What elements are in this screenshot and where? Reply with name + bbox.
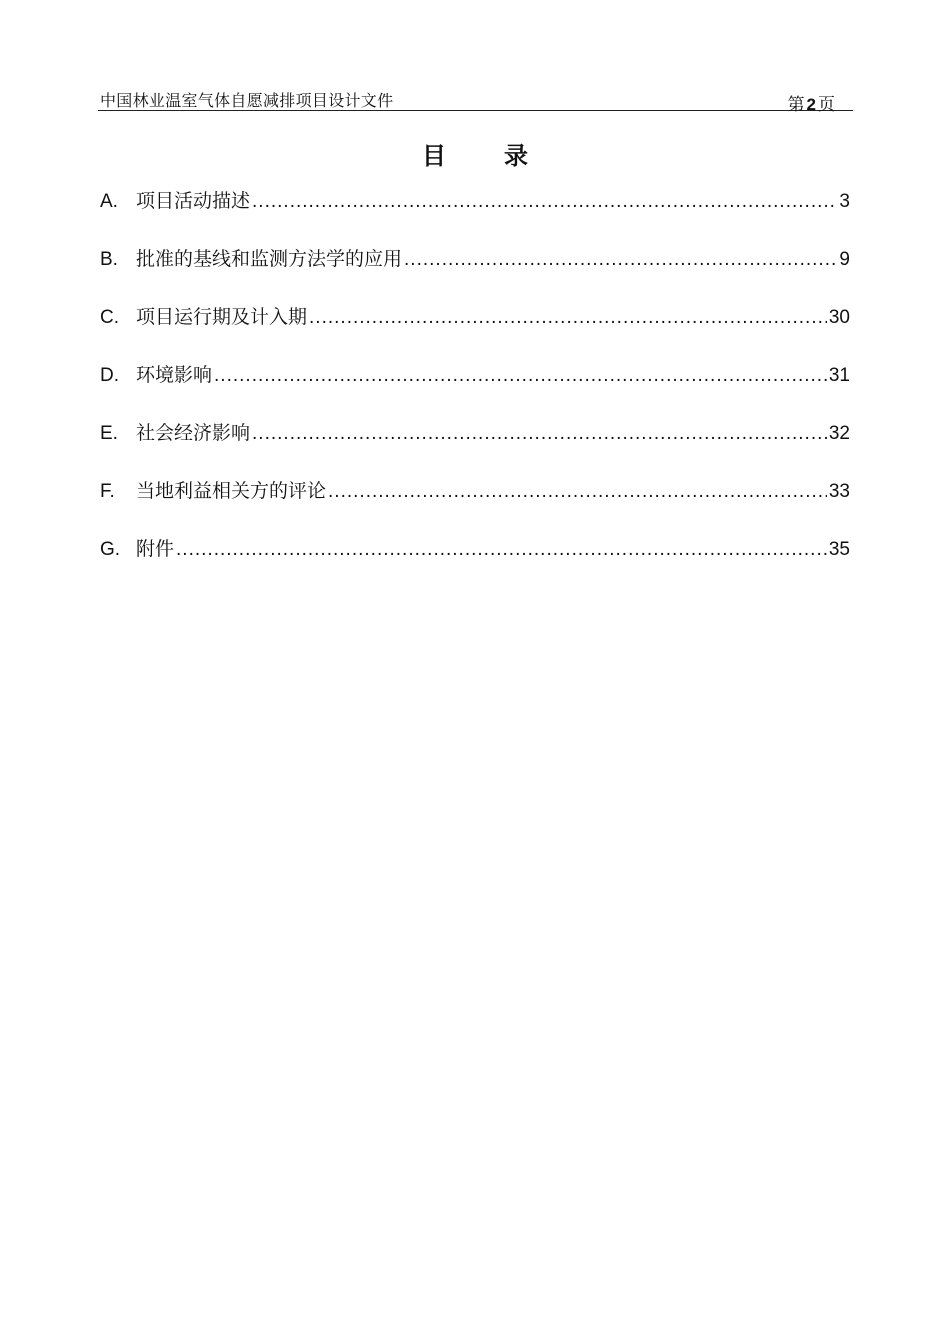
toc-leader-dots — [214, 365, 827, 387]
toc-entry-g[interactable] — [100, 534, 850, 592]
page-number: 2 — [806, 95, 816, 114]
toc-leader-dots — [252, 191, 837, 213]
toc-entry-page: 9 — [839, 249, 850, 270]
toc-entry-letter: F. — [100, 481, 115, 502]
toc-entry-c[interactable] — [100, 302, 850, 360]
toc-entry-letter: E. — [100, 423, 118, 444]
toc-entry-page: 33 — [828, 481, 850, 502]
toc-leader-dots — [404, 249, 837, 271]
page-suffix: 页 — [818, 95, 835, 115]
toc-entry-e[interactable] — [100, 418, 850, 476]
toc-entry-title: 项目活动描述 — [136, 190, 251, 212]
toc-entry-page: 35 — [828, 539, 850, 560]
page-header — [98, 86, 853, 115]
toc-leader-dots — [309, 307, 827, 329]
toc-entry-letter: A. — [100, 191, 118, 212]
toc-entry-letter: B. — [100, 249, 118, 270]
toc-entry-letter: D. — [100, 365, 119, 386]
toc-heading-right: 录 — [504, 142, 528, 170]
page-prefix: 第 — [787, 95, 805, 115]
toc-entry-page: 30 — [828, 307, 850, 328]
toc-entry-title: 社会经济影响 — [136, 422, 251, 444]
toc-entry-title: 批准的基线和监测方法学的应用 — [136, 248, 403, 270]
toc-heading — [0, 136, 950, 171]
toc-entry-d[interactable] — [100, 360, 850, 418]
toc-leader-dots — [328, 481, 827, 503]
toc-entry-title: 当地利益相关方的评论 — [136, 480, 327, 502]
table-of-contents — [100, 186, 850, 592]
toc-entry-page: 32 — [828, 423, 850, 444]
toc-entry-b[interactable] — [100, 244, 850, 302]
document-title: 中国林业温室气体自愿减排项目设计文件 — [100, 91, 394, 110]
toc-entry-title: 环境影响 — [136, 364, 213, 386]
toc-entry-a[interactable] — [100, 186, 850, 244]
toc-entry-title: 附件 — [136, 538, 175, 560]
toc-entry-letter: G. — [100, 539, 121, 560]
toc-entry-letter: C. — [100, 307, 119, 328]
toc-entry-page: 3 — [839, 191, 850, 212]
page-number-label — [788, 90, 835, 115]
toc-entry-page: 31 — [828, 365, 850, 386]
toc-entry-f[interactable] — [100, 476, 850, 534]
toc-entry-title: 项目运行期及计入期 — [136, 306, 308, 328]
toc-leader-dots — [176, 539, 827, 561]
toc-leader-dots — [252, 423, 827, 445]
toc-heading-left: 目 — [422, 142, 446, 170]
